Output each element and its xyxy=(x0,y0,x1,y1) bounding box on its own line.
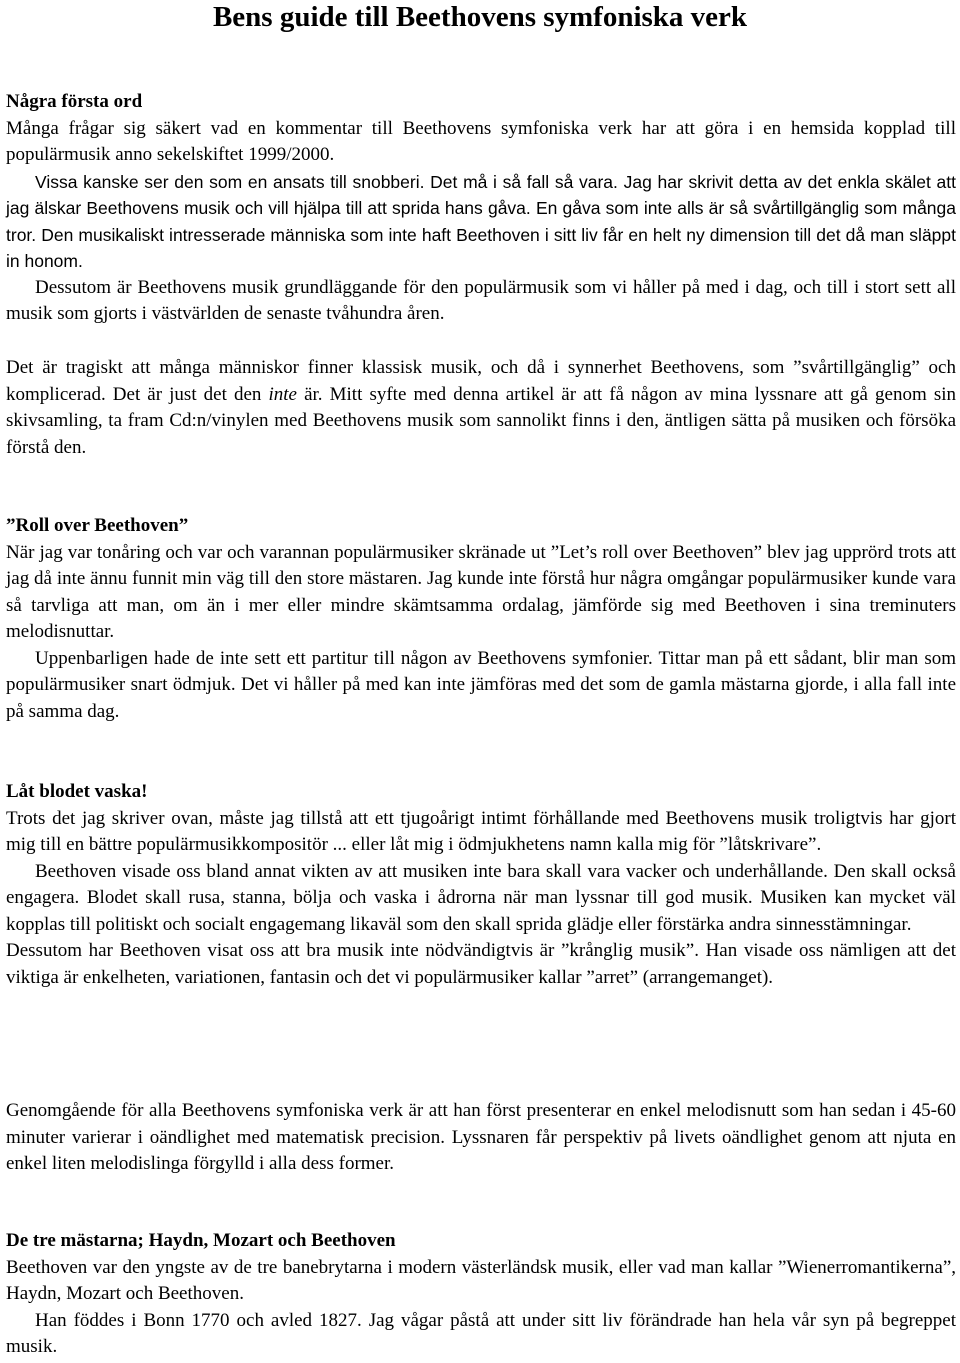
paragraph: Uppenbarligen hade de inte sett ett partitur till någon av Beethovens symfonier. Tittar man på ett sådant, blir man som populärmusiker snart ödmjuk. Det vi håller på med kan inte jämföras med det som de gamla mästarna gjorde, i alla fall inte på samma dag. xyxy=(6,647,956,722)
text: är. Mitt syfte med denna artikel är att få någon av mina lyssnare att gå genom sin skivsamling, ta fram Cd:n/vinylen med Beethovens musik som sannolikt finns i den, äntligen sätta på musiken och försöka förstå den. xyxy=(6,383,957,458)
paragraph: Han föddes i Bonn 1770 och avled 1827. Jag vågar påstå att under sitt liv förändrade han hela vår syn på begreppet musik. xyxy=(6,1309,956,1357)
text: Det är tragiskt att många människor finner klassisk musik, och då i synnerhet Beethovens, som ”svårtillgänglig” och komplicerad. Det är just det den xyxy=(6,357,956,405)
paragraph xyxy=(6,355,956,461)
paragraph: Beethoven visade oss bland annat vikten av att musiken inte bara skall vara vacker och underhållande. Den skall också engagera. Blodet skall rusa, stanna, bölja och vaska i ådrorna när man lyssnar till god musik. Musiken kan mycket väl kopplas till politiskt och socialt engagemang likaväl som den skall sprida glädje eller förstärka andra sinnesstämningar. xyxy=(6,860,956,935)
paragraph: Beethoven var den yngste av de tre banebrytarna i modern västerländsk musik, eller vad man kallar ”Wienerromantikerna”, Haydn, Mozart och Beethoven. xyxy=(6,1256,956,1304)
emphasis: inte xyxy=(268,383,297,405)
document-title: Bens guide till Beethovens symfoniska verk xyxy=(212,1,748,33)
paragraph: Vissa kanske ser den som en ansats till snobberi. Det må i så fall så vara. Jag har skrivit detta av det enkla skälet att jag älskar Beethovens musik och vill hjälpa till att sprida hans gåva. En gåva som inte alls är så svårtillgänglig som många tror. Den musikaliskt intresserade människa som inte haft Beethoven i sitt liv får en helt ny dimension till det då man släppt in honom. xyxy=(6,171,956,271)
section-heading: De tre mästarna; Haydn, Mozart och Beethoven xyxy=(6,1230,396,1251)
section-heading: Några första ord xyxy=(6,91,143,112)
section-blood xyxy=(6,779,956,991)
paragraph: När jag var tonåring och var och varannan populärmusiker skränade ut ”Let’s roll over Beethoven” blev jag upprörd trots att jag då inte ännu funnit min väg till den store mästaren. Jag kunde inte förstå hur några omgångar populärmusiker kunde vara så tarvliga att man, om än i mer eller mindre skämtsamma ordalag, jämförde sig med Beethoven i sina treminuters melodisnuttar. xyxy=(6,541,956,642)
paragraph: Dessutom är Beethovens musik grundläggande för den populärmusik som vi håller på med i dag, och till i stort sett all musik som gjorts i västvärlden de senaste tvåhundra åren. xyxy=(6,276,956,324)
paragraph: Dessutom har Beethoven visat oss att bra musik inte nödvändigtvis är ”krånglig musik”. Han visade oss nämligen att det viktiga är enkelheten, variationen, fantasin och det vi populärmusiker kallar ”arret” (arrangemanget). xyxy=(6,940,956,988)
paragraph: Trots det jag skriver ovan, måste jag tillstå att ett tjugoårigt intimt förhållande med Beethovens musik troligtvis har gjort mig till en bättre populärmusikkompositör ... eller låt mig i ödmjukhetens namn kalla mig för ”låtskrivare”. xyxy=(6,807,956,855)
section-heading: ”Roll over Beethoven” xyxy=(6,515,189,536)
section-intro xyxy=(6,89,956,328)
section-blood-cont xyxy=(6,1098,956,1178)
paragraph: Många frågar sig säkert vad en kommentar till Beethovens symfoniska verk har att göra i en hemsida kopplad till populärmusik anno sekelskiftet 1999/2000. xyxy=(6,117,956,165)
section-masters xyxy=(6,1228,956,1361)
section-heading: Låt blodet vaska! xyxy=(6,781,148,802)
paragraph: Genomgående för alla Beethovens symfoniska verk är att han först presenterar en enkel melodisnutt som han sedan i 45-60 minuter varierar i oändlighet med matematisk precision. Lyssnaren får perspektiv på livets oändlighet genom att njuta en enkel liten melodislinga förgylld i alla dess former. xyxy=(6,1100,956,1174)
section-roll-over xyxy=(6,513,956,725)
section-intro-cont xyxy=(6,355,956,461)
